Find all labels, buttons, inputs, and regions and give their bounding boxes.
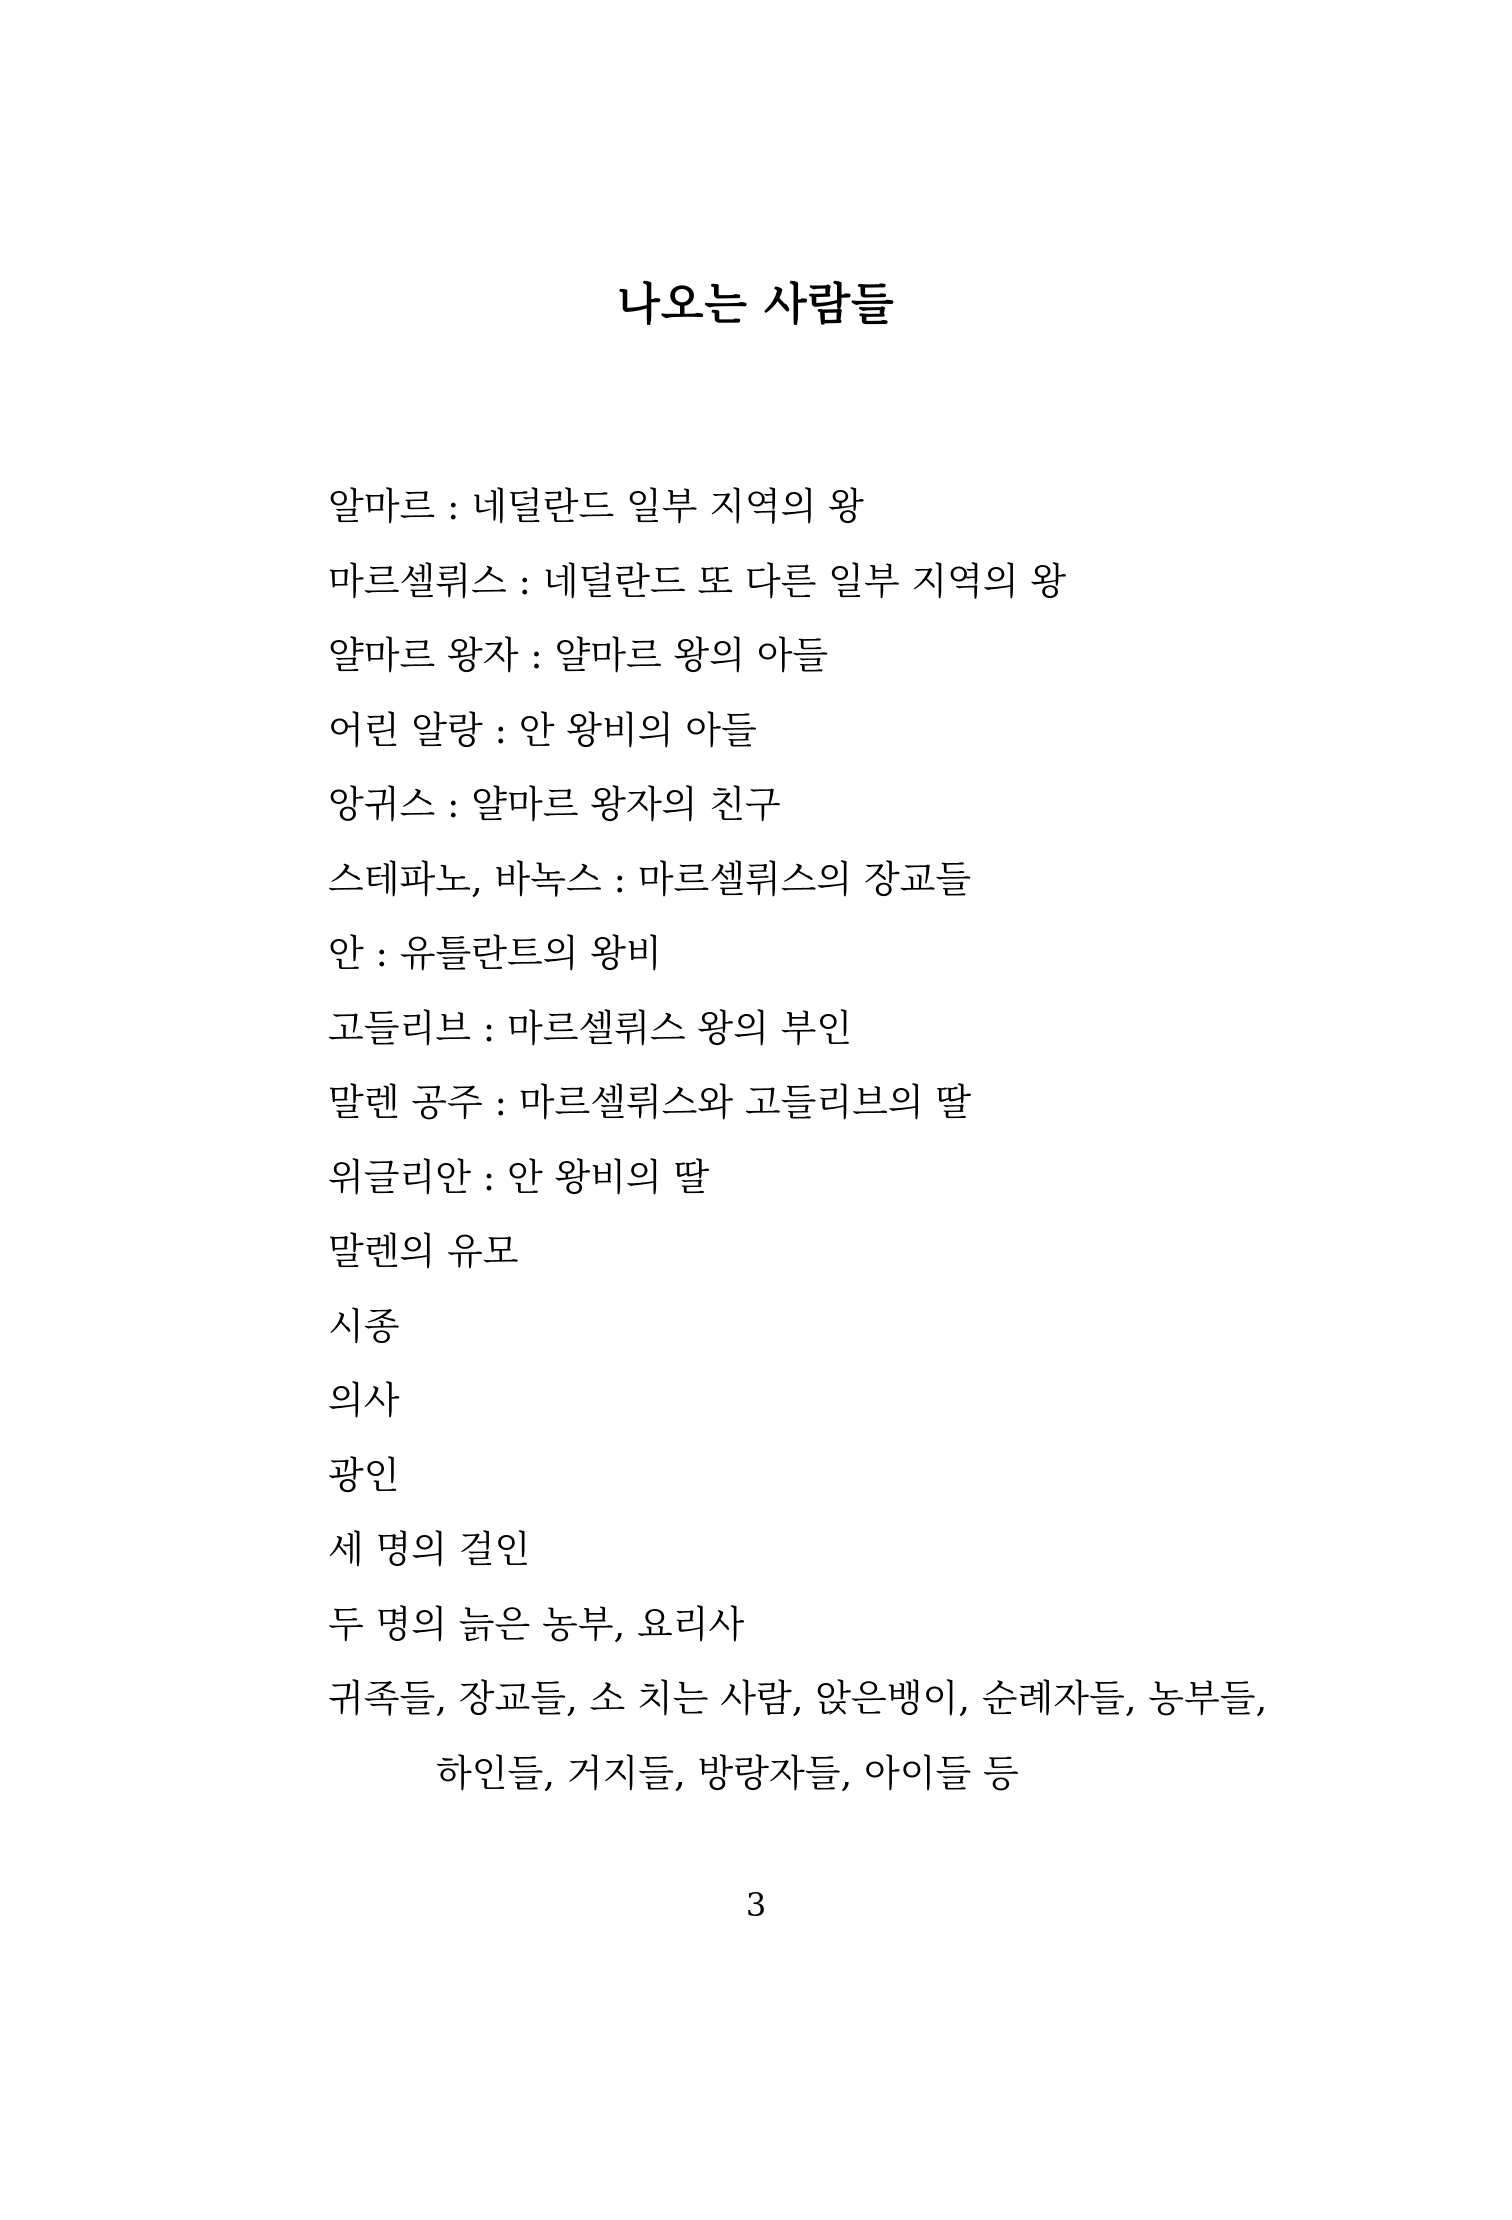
cast-item: 안 : 유틀란트의 왕비: [328, 932, 662, 975]
cast-item: 의사: [328, 1379, 400, 1422]
page-number: 3: [745, 1886, 767, 1924]
cast-item: 두 명의 늙은 농부, 요리사: [328, 1602, 745, 1646]
cast-item: 위글리안 : 안 왕비의 딸: [328, 1155, 710, 1199]
cast-item: 세 명의 걸인: [328, 1528, 531, 1571]
cast-item: 고들리브 : 마르셀뤼스 왕의 부인: [328, 1006, 853, 1050]
cast-item: 얄마르 왕자 : 얄마르 왕의 아들: [328, 634, 829, 677]
cast-item-continued: 하인들, 거지들, 방랑자들, 아이들 등: [436, 1751, 1019, 1795]
cast-list: [328, 470, 1448, 1811]
cast-item: 귀족들, 장교들, 소 치는 사람, 앉은뱅이, 순례자들, 농부들,: [328, 1677, 1268, 1720]
cast-item: 시종: [328, 1304, 400, 1348]
cast-item: 스테파노, 바녹스 : 마르셀뤼스의 장교들: [328, 857, 972, 901]
cast-item: 알마르 : 네덜란드 일부 지역의 왕: [328, 485, 864, 528]
cast-item: 광인: [328, 1453, 400, 1497]
cast-item: 앙귀스 : 얄마르 왕자의 친구: [328, 783, 781, 826]
cast-item: 말렌의 유모: [328, 1230, 519, 1273]
cast-item: 어린 알랑 : 안 왕비의 아들: [328, 708, 757, 752]
page-title: 나오는 사람들: [617, 279, 895, 331]
cast-item: 마르셀뤼스 : 네덜란드 또 다른 일부 지역의 왕: [328, 559, 1067, 603]
cast-item: 말렌 공주 : 마르셀뤼스와 고들리브의 딸: [328, 1081, 972, 1124]
